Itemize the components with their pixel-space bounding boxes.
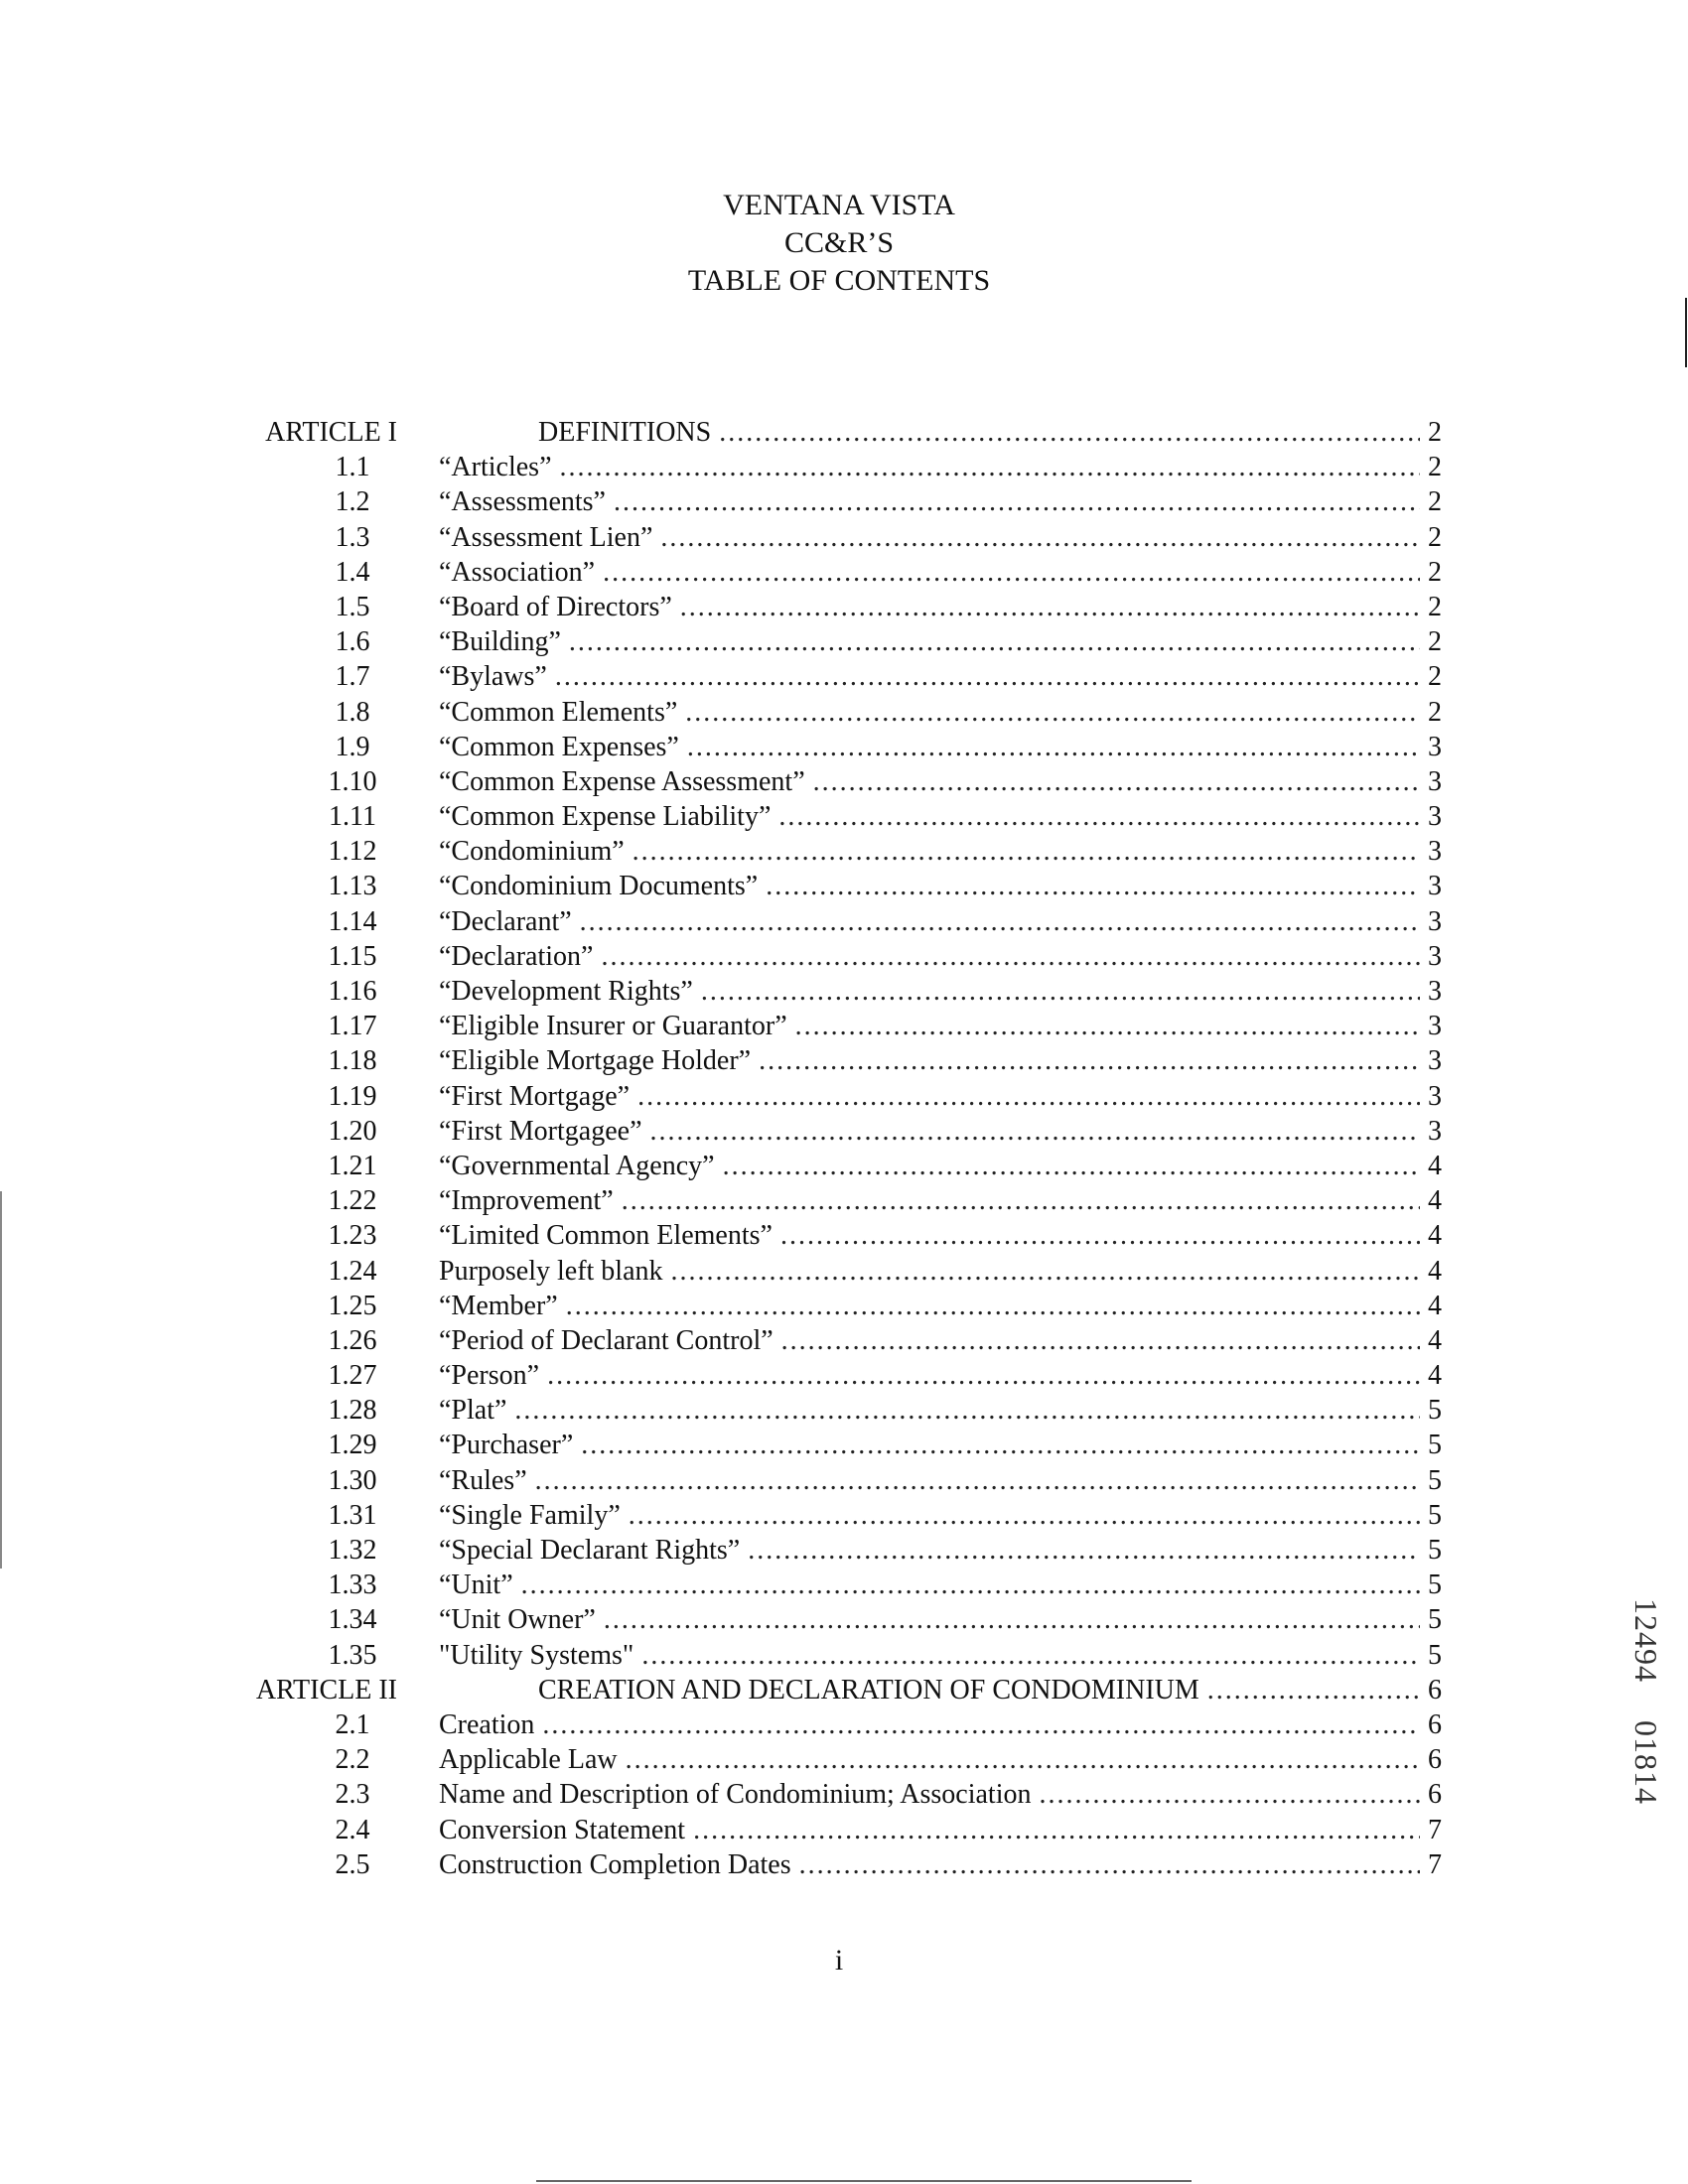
bottom-edge-mark xyxy=(536,2180,1192,2182)
toc-dot-leader xyxy=(759,1043,1420,1078)
toc-page-number: 5 xyxy=(1428,1464,1442,1496)
table-of-contents xyxy=(0,415,1688,1882)
toc-entry-number: 1.34 xyxy=(328,1604,377,1636)
toc-entry-title: “Common Expenses” xyxy=(439,731,679,762)
toc-page-number: 3 xyxy=(1428,836,1442,868)
toc-section-row xyxy=(0,1813,1688,1847)
toc-entry xyxy=(439,1707,1442,1742)
toc-section-row xyxy=(0,834,1688,869)
toc-entry xyxy=(439,590,1442,624)
toc-page-number: 4 xyxy=(1428,1324,1442,1356)
toc-entry-title: “First Mortgagee” xyxy=(439,1115,642,1147)
toc-page-number: 3 xyxy=(1428,765,1442,797)
toc-entry xyxy=(439,1183,1442,1218)
toc-section-row xyxy=(0,555,1688,590)
toc-dot-leader xyxy=(778,799,1420,834)
toc-entry-number: 1.3 xyxy=(335,521,370,553)
toc-section-row xyxy=(0,1009,1688,1043)
toc-entry xyxy=(439,939,1442,974)
toc-entry xyxy=(439,1079,1442,1114)
toc-section-row xyxy=(0,730,1688,764)
toc-entry-title: “Plat” xyxy=(439,1395,507,1427)
toc-page-number: 2 xyxy=(1428,626,1442,658)
toc-entry-title: CREATION AND DECLARATION OF CONDOMINIUM xyxy=(538,1674,1199,1706)
toc-entry-title: “Development Rights” xyxy=(439,976,693,1007)
toc-article-row xyxy=(0,415,1688,450)
toc-page-number: 2 xyxy=(1428,521,1442,553)
toc-dot-leader xyxy=(1039,1777,1420,1812)
toc-dot-leader xyxy=(633,834,1420,869)
toc-entry xyxy=(439,1742,1442,1777)
toc-section-row xyxy=(0,1463,1688,1498)
toc-dot-leader xyxy=(603,555,1420,590)
toc-entry-number: 1.11 xyxy=(329,801,376,833)
toc-page-number: 2 xyxy=(1428,486,1442,518)
toc-entry-title: “Person” xyxy=(439,1360,540,1392)
toc-page-number: 4 xyxy=(1428,1150,1442,1181)
toc-section-row xyxy=(0,1043,1688,1078)
toc-section-row xyxy=(0,450,1688,484)
toc-entry-number: 2.3 xyxy=(335,1779,370,1811)
toc-section-row xyxy=(0,1428,1688,1462)
toc-dot-leader xyxy=(629,1498,1420,1533)
toc-section-row xyxy=(0,799,1688,834)
toc-entry-number: 1.7 xyxy=(335,661,370,693)
toc-section-row xyxy=(0,1079,1688,1114)
toc-entry-number: ARTICLE II xyxy=(255,1674,397,1706)
toc-entry-number: ARTICLE I xyxy=(265,417,397,448)
toc-dot-leader xyxy=(547,1358,1420,1393)
toc-entry-title: “Declarant” xyxy=(439,905,572,937)
toc-entry-title: “Special Declarant Rights” xyxy=(439,1535,741,1566)
toc-section-row xyxy=(0,904,1688,939)
toc-entry-number: 1.17 xyxy=(328,1011,377,1042)
page-number-footer: i xyxy=(834,1944,844,1977)
toc-entry xyxy=(439,834,1442,869)
toc-entry xyxy=(439,764,1442,799)
toc-entry-number: 1.21 xyxy=(328,1150,377,1181)
toc-dot-leader xyxy=(723,1149,1420,1183)
toc-page-number: 5 xyxy=(1428,1604,1442,1636)
toc-entry-title: “Bylaws” xyxy=(439,661,547,693)
toc-dot-leader xyxy=(560,450,1421,484)
toc-section-row xyxy=(0,1218,1688,1253)
toc-entry-title: “Improvement” xyxy=(439,1185,614,1217)
toc-entry-title: Construction Completion Dates xyxy=(439,1848,791,1880)
toc-section-row xyxy=(0,1533,1688,1568)
toc-entry-title: “Assessment Lien” xyxy=(439,521,653,553)
toc-entry-title: “Single Family” xyxy=(439,1499,621,1531)
stamp-digits: 12494 xyxy=(1628,1598,1664,1683)
toc-entry xyxy=(439,624,1442,659)
toc-entry-title: “Common Expense Assessment” xyxy=(439,765,805,797)
toc-dot-leader xyxy=(622,1183,1420,1218)
toc-page-number: 4 xyxy=(1428,1185,1442,1217)
toc-entry-title: “Eligible Mortgage Holder” xyxy=(439,1045,752,1077)
toc-entry-number: 2.2 xyxy=(335,1744,370,1776)
toc-entry-number: 1.12 xyxy=(328,836,377,868)
toc-page-number: 2 xyxy=(1428,452,1442,483)
left-edge-mark xyxy=(0,1191,2,1569)
toc-entry xyxy=(439,1498,1442,1533)
toc-entry-number: 1.6 xyxy=(335,626,370,658)
toc-entry xyxy=(439,1533,1442,1568)
toc-entry xyxy=(439,450,1442,484)
toc-page-number: 7 xyxy=(1428,1848,1442,1880)
toc-section-row xyxy=(0,520,1688,555)
toc-page-number: 5 xyxy=(1428,1570,1442,1601)
toc-page-number: 2 xyxy=(1428,661,1442,693)
toc-section-row xyxy=(0,939,1688,974)
toc-page-number: 5 xyxy=(1428,1430,1442,1461)
toc-section-row xyxy=(0,974,1688,1009)
toc-entry xyxy=(439,520,1442,555)
toc-section-row xyxy=(0,695,1688,730)
toc-entry xyxy=(439,1149,1442,1183)
toc-entry xyxy=(439,1289,1442,1323)
toc-dot-leader xyxy=(813,764,1420,799)
toc-entry-number: 1.29 xyxy=(328,1430,377,1461)
toc-page-number: 3 xyxy=(1428,940,1442,972)
toc-entry xyxy=(439,1847,1442,1882)
toc-dot-leader xyxy=(521,1568,1420,1602)
toc-page-number: 6 xyxy=(1428,1779,1442,1811)
toc-section-row xyxy=(0,1498,1688,1533)
toc-entry-number: 1.13 xyxy=(328,871,377,902)
toc-page-number: 4 xyxy=(1428,1255,1442,1287)
toc-dot-leader xyxy=(626,1742,1420,1777)
document-header xyxy=(0,187,1678,300)
toc-page-number: 4 xyxy=(1428,1360,1442,1392)
toc-section-row xyxy=(0,1602,1688,1637)
toc-entry-title: “Declaration” xyxy=(439,940,594,972)
toc-entry-number: 1.23 xyxy=(328,1220,377,1252)
toc-entry-number: 1.4 xyxy=(335,556,370,588)
toc-section-row xyxy=(0,1323,1688,1358)
toc-dot-leader xyxy=(581,1428,1420,1462)
toc-entry-title: “Association” xyxy=(439,556,596,588)
toc-entry xyxy=(439,1393,1442,1428)
toc-entry-number: 1.31 xyxy=(328,1499,377,1531)
toc-entry-title: “Common Expense Liability” xyxy=(439,801,772,833)
toc-entry-number: 1.18 xyxy=(328,1045,377,1077)
toc-dot-leader xyxy=(781,1323,1420,1358)
toc-entry xyxy=(439,1777,1442,1812)
toc-page-number: 4 xyxy=(1428,1220,1442,1252)
toc-entry-title: Purposely left blank xyxy=(439,1255,663,1287)
toc-entry-number: 1.9 xyxy=(335,731,370,762)
toc-entry xyxy=(439,1254,1442,1289)
toc-entry-number: 1.16 xyxy=(328,976,377,1007)
toc-entry xyxy=(439,1673,1442,1707)
toc-section-row xyxy=(0,1638,1688,1673)
toc-page-number: 7 xyxy=(1428,1814,1442,1845)
toc-entry-title: “Articles” xyxy=(439,452,552,483)
toc-entry-title: Applicable Law xyxy=(439,1744,618,1776)
toc-dot-leader xyxy=(604,1602,1420,1637)
toc-dot-leader xyxy=(614,484,1420,519)
toc-entry-title: "Utility Systems" xyxy=(439,1639,634,1671)
header-title: VENTANA VISTA xyxy=(723,189,955,221)
toc-entry-title: “Condominium Documents” xyxy=(439,871,759,902)
toc-entry-number: 1.28 xyxy=(328,1395,377,1427)
toc-entry xyxy=(439,1602,1442,1637)
toc-page-number: 3 xyxy=(1428,731,1442,762)
toc-entry xyxy=(439,415,1442,450)
toc-entry-number: 1.32 xyxy=(328,1535,377,1566)
toc-entry-title: DEFINITIONS xyxy=(538,417,712,448)
toc-entry xyxy=(439,659,1442,694)
toc-entry-title: “Common Elements” xyxy=(439,696,678,728)
toc-entry xyxy=(439,1218,1442,1253)
toc-dot-leader xyxy=(660,520,1420,555)
toc-entry-title: “First Mortgage” xyxy=(439,1080,631,1112)
toc-entry xyxy=(439,799,1442,834)
toc-entry-number: 1.30 xyxy=(328,1464,377,1496)
toc-entry xyxy=(439,1428,1442,1462)
toc-entry-number: 1.25 xyxy=(328,1290,377,1321)
toc-entry-title: “Unit” xyxy=(439,1570,513,1601)
toc-dot-leader xyxy=(795,1009,1420,1043)
toc-dot-leader xyxy=(1207,1673,1420,1707)
toc-entry-number: 2.5 xyxy=(335,1848,370,1880)
toc-entry-title: “Building” xyxy=(439,626,561,658)
toc-entry xyxy=(439,1463,1442,1498)
toc-entry-title: “Board of Directors” xyxy=(439,591,672,622)
toc-page-number: 2 xyxy=(1428,417,1442,448)
toc-entry xyxy=(439,1114,1442,1149)
toc-dot-leader xyxy=(671,1254,1420,1289)
toc-page-number: 4 xyxy=(1428,1290,1442,1321)
toc-page-number: 2 xyxy=(1428,591,1442,622)
toc-entry-title: “Governmental Agency” xyxy=(439,1150,715,1181)
toc-article-row xyxy=(0,1673,1688,1707)
toc-page-number: 3 xyxy=(1428,905,1442,937)
toc-dot-leader xyxy=(687,730,1420,764)
toc-entry-number: 1.14 xyxy=(328,905,377,937)
toc-section-row xyxy=(0,1289,1688,1323)
toc-entry xyxy=(439,555,1442,590)
toc-entry xyxy=(439,974,1442,1009)
toc-entry-number: 1.10 xyxy=(328,765,377,797)
toc-section-row xyxy=(0,1568,1688,1602)
toc-entry xyxy=(439,695,1442,730)
toc-dot-leader xyxy=(701,974,1420,1009)
toc-entry-title: Conversion Statement xyxy=(439,1814,686,1845)
toc-dot-leader xyxy=(680,590,1420,624)
toc-dot-leader xyxy=(780,1218,1420,1253)
recording-number-stamp xyxy=(1628,1598,1664,1805)
toc-section-row xyxy=(0,869,1688,903)
toc-page-number: 6 xyxy=(1428,1674,1442,1706)
toc-entry-title: “Rules” xyxy=(439,1464,527,1496)
toc-entry xyxy=(439,1568,1442,1602)
toc-page-number: 2 xyxy=(1428,556,1442,588)
toc-entry-number: 1.22 xyxy=(328,1185,377,1217)
toc-dot-leader xyxy=(601,939,1420,974)
toc-section-row xyxy=(0,1777,1688,1812)
toc-dot-leader xyxy=(542,1707,1420,1742)
toc-section-row xyxy=(0,1114,1688,1149)
toc-section-row xyxy=(0,1707,1688,1742)
toc-dot-leader xyxy=(685,695,1420,730)
toc-section-row xyxy=(0,659,1688,694)
toc-page-number: 3 xyxy=(1428,1011,1442,1042)
toc-entry-number: 2.4 xyxy=(335,1814,370,1845)
toc-entry-number: 1.24 xyxy=(328,1255,377,1287)
toc-dot-leader xyxy=(514,1393,1420,1428)
toc-entry-number: 1.27 xyxy=(328,1360,377,1392)
right-edge-mark xyxy=(1685,298,1687,367)
toc-page-number: 6 xyxy=(1428,1708,1442,1740)
toc-entry xyxy=(439,904,1442,939)
toc-dot-leader xyxy=(693,1813,1420,1847)
toc-dot-leader xyxy=(799,1847,1420,1882)
toc-entry-title: “Unit Owner” xyxy=(439,1604,596,1636)
toc-section-row xyxy=(0,1742,1688,1777)
toc-dot-leader xyxy=(641,1638,1420,1673)
toc-section-row xyxy=(0,1393,1688,1428)
toc-entry-number: 1.20 xyxy=(328,1115,377,1147)
toc-page-number: 3 xyxy=(1428,871,1442,902)
toc-entry-number: 1.1 xyxy=(335,452,370,483)
toc-entry xyxy=(439,1323,1442,1358)
toc-entry-number: 1.15 xyxy=(328,940,377,972)
toc-section-row xyxy=(0,624,1688,659)
toc-page-number: 3 xyxy=(1428,1115,1442,1147)
stamp-digits: 01814 xyxy=(1628,1720,1664,1805)
toc-section-row xyxy=(0,1254,1688,1289)
toc-dot-leader xyxy=(580,904,1420,939)
toc-dot-leader xyxy=(719,415,1420,450)
toc-entry xyxy=(439,484,1442,519)
toc-entry-number: 1.8 xyxy=(335,696,370,728)
toc-entry xyxy=(439,1009,1442,1043)
toc-page-number: 3 xyxy=(1428,1045,1442,1077)
toc-entry-number: 1.35 xyxy=(328,1639,377,1671)
toc-dot-leader xyxy=(748,1533,1420,1568)
toc-section-row xyxy=(0,764,1688,799)
toc-page-number: 6 xyxy=(1428,1744,1442,1776)
toc-dot-leader xyxy=(650,1114,1421,1149)
toc-entry xyxy=(439,1638,1442,1673)
toc-entry-number: 1.2 xyxy=(335,486,370,518)
toc-entry-title: Name and Description of Condominium; Association xyxy=(439,1779,1032,1811)
toc-entry-number: 1.19 xyxy=(328,1080,377,1112)
toc-entry xyxy=(439,1813,1442,1847)
toc-entry xyxy=(439,869,1442,903)
toc-entry-title: “Condominium” xyxy=(439,836,625,868)
toc-entry-title: “Assessments” xyxy=(439,486,606,518)
toc-section-row xyxy=(0,1358,1688,1393)
toc-dot-leader xyxy=(535,1463,1420,1498)
toc-entry xyxy=(439,1043,1442,1078)
toc-entry xyxy=(439,1358,1442,1393)
toc-dot-leader xyxy=(555,659,1420,694)
toc-section-row xyxy=(0,1847,1688,1882)
toc-page-number: 5 xyxy=(1428,1639,1442,1671)
toc-page-number: 3 xyxy=(1428,1080,1442,1112)
header-subtitle: CC&R’S xyxy=(783,226,895,259)
toc-dot-leader xyxy=(569,624,1420,659)
toc-entry-title: Creation xyxy=(439,1708,535,1740)
stamp-gap xyxy=(1628,1683,1664,1720)
header-toc-heading: TABLE OF CONTENTS xyxy=(687,264,991,297)
toc-page-number: 5 xyxy=(1428,1499,1442,1531)
toc-entry-number: 1.5 xyxy=(335,591,370,622)
toc-page-number: 5 xyxy=(1428,1535,1442,1566)
toc-entry-number: 1.33 xyxy=(328,1570,377,1601)
toc-page-number: 3 xyxy=(1428,801,1442,833)
toc-entry xyxy=(439,730,1442,764)
toc-dot-leader xyxy=(766,869,1420,903)
toc-entry-title: “Member” xyxy=(439,1290,558,1321)
toc-section-row xyxy=(0,590,1688,624)
toc-page-number: 5 xyxy=(1428,1395,1442,1427)
toc-dot-leader xyxy=(637,1079,1420,1114)
toc-section-row xyxy=(0,484,1688,519)
toc-entry-number: 2.1 xyxy=(335,1708,370,1740)
toc-section-row xyxy=(0,1183,1688,1218)
toc-page-number: 2 xyxy=(1428,696,1442,728)
toc-section-row xyxy=(0,1149,1688,1183)
toc-page-number: 3 xyxy=(1428,976,1442,1007)
toc-entry-title: “Purchaser” xyxy=(439,1430,574,1461)
toc-entry-title: “Limited Common Elements” xyxy=(439,1220,773,1252)
toc-entry-title: “Eligible Insurer or Guarantor” xyxy=(439,1011,787,1042)
toc-entry-title: “Period of Declarant Control” xyxy=(439,1324,774,1356)
toc-entry-number: 1.26 xyxy=(328,1324,377,1356)
toc-dot-leader xyxy=(566,1289,1420,1323)
